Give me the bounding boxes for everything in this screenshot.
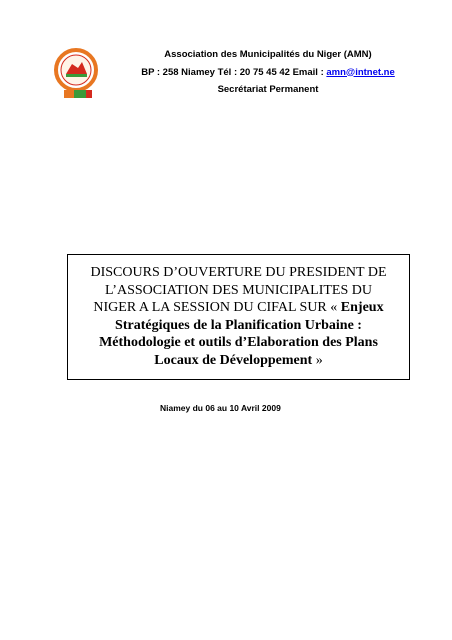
title-box	[67, 254, 410, 380]
logo-band-orange	[64, 90, 74, 98]
secretariat: Secrétariat Permanent	[217, 84, 319, 95]
title-line-3	[68, 299, 409, 317]
title-line-6-bold: Locaux de Développement	[154, 352, 313, 368]
title-line-3-bold: Enjeux	[340, 300, 384, 315]
title-line-4	[68, 317, 409, 335]
title-line-5-bold: Méthodologie et outils d’Elaboration des Plans	[99, 335, 378, 350]
email-link[interactable]: amn@intnet.ne	[326, 66, 395, 78]
event-date: Niamey du 06 au 10 Avril 2009	[160, 403, 281, 413]
title-line-2: L’ASSOCIATION DES MUNICIPALITES DU	[105, 282, 372, 298]
amn-logo	[52, 44, 104, 106]
contact-line	[108, 68, 428, 78]
title-line-6-plain: »	[312, 352, 323, 368]
logo-emblem-base	[66, 74, 87, 77]
title-line-4-bold: Stratégiques de la Planification Urbaine :	[115, 317, 362, 333]
title-line-3-plain: NIGER A LA SESSION DU CIFAL SUR «	[93, 300, 341, 315]
title-line-1: DISCOURS D’OUVERTURE DU PRESIDENT DE	[90, 265, 387, 280]
contact-text: BP : 258 Niamey Tél : 20 75 45 42 Email :	[141, 66, 327, 78]
title-line-6	[68, 352, 409, 370]
logo-band-red	[86, 90, 92, 98]
org-name: Association des Municipalités du Niger (AMN)	[164, 49, 372, 60]
logo-band-green	[74, 90, 86, 98]
letterhead	[108, 50, 428, 103]
title-line-5	[68, 334, 409, 352]
